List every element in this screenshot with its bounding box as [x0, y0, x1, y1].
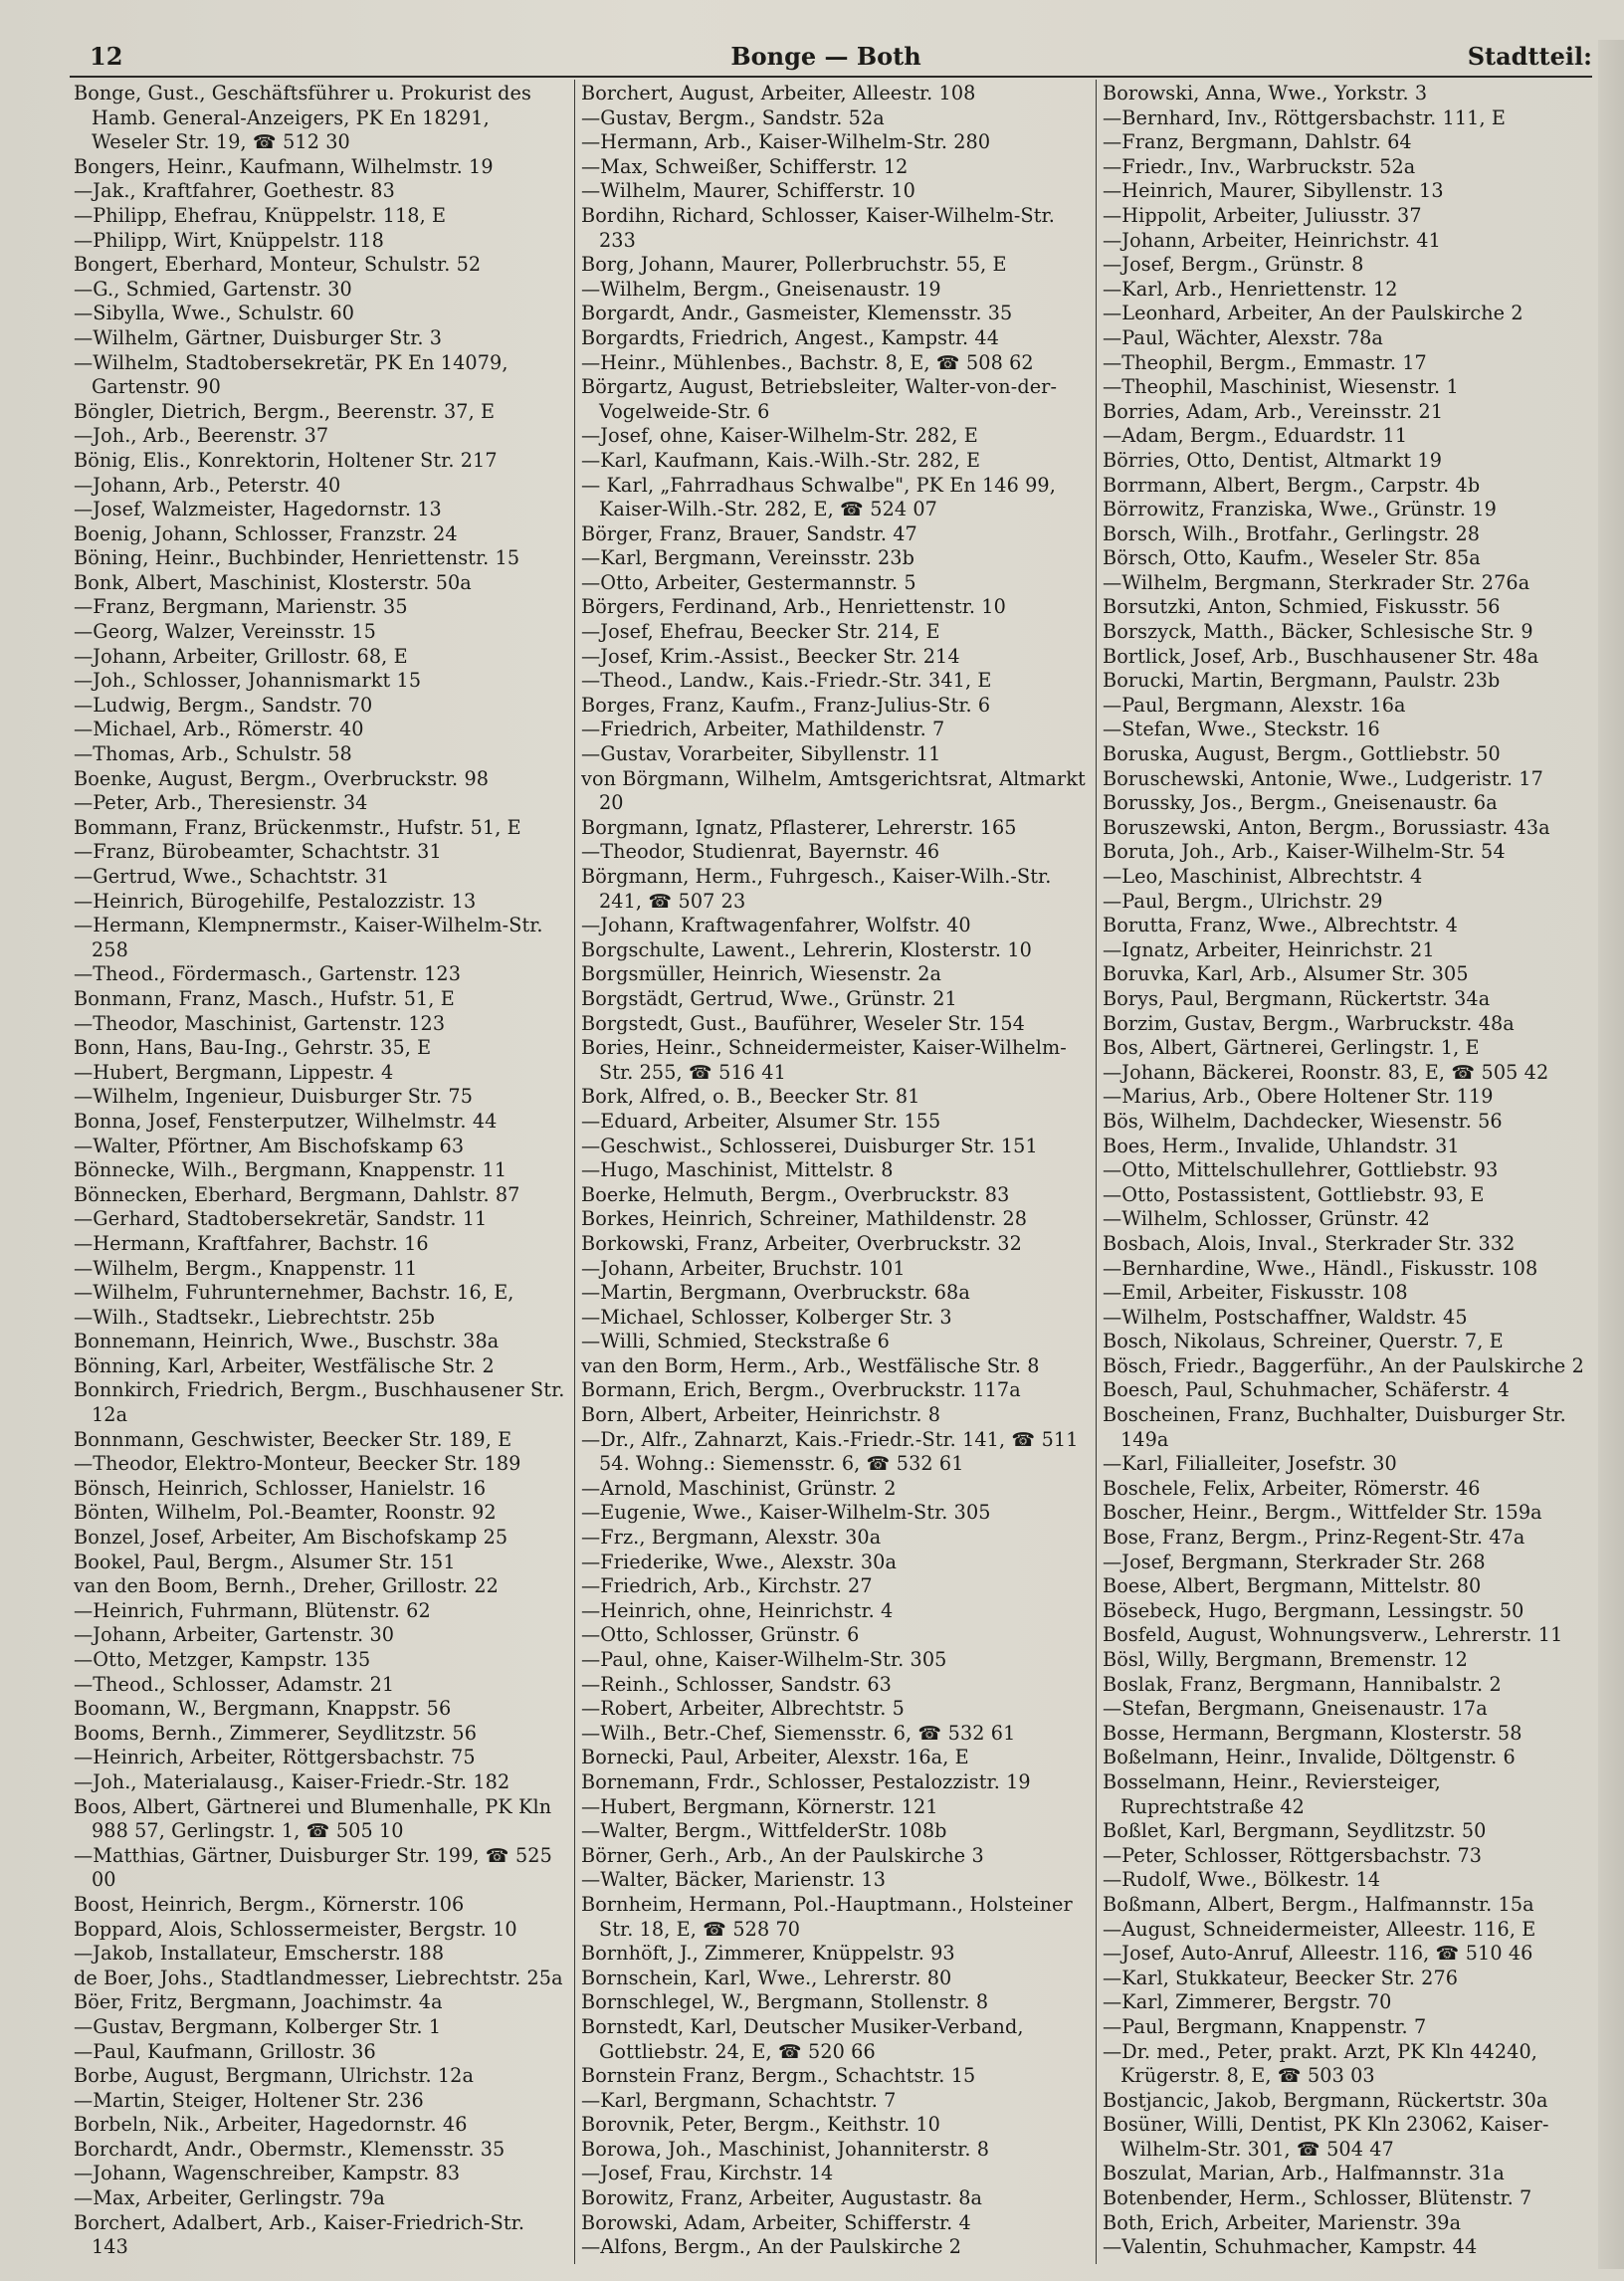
directory-entry: Bosse, Hermann, Bergmann, Klosterstr. 58 [1103, 1721, 1522, 1745]
directory-entry: —Karl, Kaufmann, Kais.-Wilh.-Str. 282, E [581, 448, 981, 472]
directory-entry: —Frz., Bergmann, Alexstr. 30a [581, 1526, 882, 1550]
directory-entry: —Jakob, Installateur, Emscherstr. 188 [74, 1942, 445, 1966]
directory-entry: Boese, Albert, Bergmann, Mittelstr. 80 [1103, 1574, 1482, 1598]
directory-entry: Both, Erich, Arbeiter, Marienstr. 39a [1103, 2210, 1462, 2234]
directory-entry: —Gertrud, Wwe., Schachtstr. 31 [74, 865, 390, 888]
directory-entry: —Theodor, Maschinist, Gartenstr. 123 [74, 1011, 446, 1035]
directory-entry: Borbe, August, Bergmann, Ulrichstr. 12a [74, 2064, 475, 2088]
directory-entry: Bornhöft, J., Zimmerer, Knüppelstr. 93 [581, 1942, 955, 1966]
directory-entry: —Karl, Filialleiter, Josefstr. 30 [1103, 1452, 1397, 1476]
directory-entry: Boppard, Alois, Schlossermeister, Bergstr. 10 [74, 1917, 517, 1941]
directory-entry: —Franz, Bergmann, Dahlstr. 64 [1103, 130, 1412, 154]
directory-entry: Bonzel, Josef, Arbeiter, Am Bischofskamp 25 [74, 1526, 508, 1550]
directory-entry: — Karl, „Fahrradhaus Schwalbe", PK En 146 99, Kaiser-Wilh.-Str. 282, E, ☎ 524 07 [581, 473, 1056, 521]
directory-entry: Borries, Adam, Arb., Vereinsstr. 21 [1103, 399, 1444, 423]
directory-entry: Borges, Franz, Kaufm., Franz-Julius-Str. 6 [581, 693, 991, 717]
directory-entry: Bonmann, Franz, Masch., Hufstr. 51, E [74, 986, 455, 1010]
directory-entry: —Theod., Schlosser, Adamstr. 21 [74, 1672, 395, 1696]
directory-entry: Boszulat, Marian, Arb., Halfmannstr. 31a [1103, 2162, 1505, 2185]
directory-entry: —Josef, Ehefrau, Beecker Str. 214, E [581, 620, 940, 644]
directory-entry: Borgschulte, Lawent., Lehrerin, Klosterstr. 10 [581, 937, 1032, 961]
directory-entry: —Johann, Arbeiter, Gartenstr. 30 [74, 1623, 395, 1647]
directory-entry: Borzim, Gustav, Bergm., Warbruckstr. 48a [1103, 1011, 1515, 1035]
directory-entry: —Paul, Wächter, Alexstr. 78a [1103, 325, 1383, 349]
directory-entry: Bostjancic, Jakob, Bergmann, Rückertstr. 30a [1103, 2088, 1548, 2112]
directory-entry: —Josef, ohne, Kaiser-Wilhelm-Str. 282, E [581, 424, 978, 448]
directory-entry: —Gustav, Vorarbeiter, Sibyllenstr. 11 [581, 742, 941, 766]
directory-entry: —Theophil, Maschinist, Wiesenstr. 1 [1103, 375, 1459, 399]
directory-entry: —Martin, Steiger, Holtener Str. 236 [74, 2088, 424, 2112]
directory-entry: Bornstedt, Karl, Deutscher Musiker-Verband, Gottliebstr. 24, E, ☎ 520 66 [581, 2014, 1024, 2063]
directory-entry: —Wilhelm, Schlosser, Grünstr. 42 [1103, 1207, 1430, 1231]
directory-entry: Bösebeck, Hugo, Bergmann, Lessingstr. 50 [1103, 1598, 1524, 1622]
directory-entry: —Karl, Stukkateur, Beecker Str. 276 [1103, 1966, 1459, 1989]
directory-entry: Boscheinen, Franz, Buchhalter, Duisburger Str. 149a [1103, 1403, 1566, 1451]
directory-entry: Böngler, Dietrich, Bergm., Beerenstr. 37, E [74, 399, 496, 423]
directory-entry: Bories, Heinr., Schneidermeister, Kaiser-Wilhelm-Str. 255, ☎ 516 41 [581, 1036, 1067, 1084]
directory-entry: Börgmann, Herm., Fuhrgesch., Kaiser-Wilh.-Str. 241, ☎ 507 23 [581, 865, 1052, 913]
directory-entry: —Marius, Arb., Obere Holtener Str. 119 [1103, 1085, 1494, 1109]
directory-entry: —Heinrich, Maurer, Sibyllenstr. 13 [1103, 179, 1444, 203]
directory-entry: —Josef, Walzmeister, Hagedornstr. 13 [74, 498, 442, 521]
directory-entry: Börger, Franz, Brauer, Sandstr. 47 [581, 521, 917, 545]
directory-entry: Borgstädt, Gertrud, Wwe., Grünstr. 21 [581, 986, 957, 1010]
directory-entry: Borsutzki, Anton, Schmied, Fiskusstr. 56 [1103, 595, 1501, 619]
directory-entry: —Karl, Bergmann, Vereinsstr. 23b [581, 546, 914, 570]
directory-entry: Boost, Heinrich, Bergm., Körnerstr. 106 [74, 1892, 465, 1916]
directory-entry: —Bernhard, Inv., Röttgersbachstr. 111, E [1103, 105, 1506, 129]
directory-entry: —Willi, Schmied, Steckstraße 6 [581, 1330, 890, 1353]
directory-entry: Bönnecken, Eberhard, Bergmann, Dahlstr. 87 [74, 1182, 520, 1206]
directory-entry: —Jak., Kraftfahrer, Goethestr. 83 [74, 179, 395, 203]
directory-entry: —August, Schneidermeister, Alleestr. 116, E [1103, 1917, 1536, 1941]
directory-entry: —Wilh., Stadtsekr., Liebrechtstr. 25b [74, 1305, 436, 1329]
directory-entry: —Walter, Bäcker, Marienstr. 13 [581, 1868, 887, 1892]
directory-entry: Boos, Albert, Gärtnerei und Blumenhalle, PK Kln 988 57, Gerlingstr. 1, ☎ 505 10 [74, 1794, 552, 1843]
directory-entry: Bonge, Gust., Geschäftsführer u. Prokurist des Hamb. General-Anzeigers, PK En 18291, Weseler Str. 19, ☎ 512 30 [74, 82, 531, 154]
directory-entry: Borowitz, Franz, Arbeiter, Augustastr. 8a [581, 2186, 983, 2210]
directory-entry: —Friedrich, Arb., Kirchstr. 27 [581, 1574, 873, 1598]
directory-entry: Bösch, Friedr., Baggerführ., An der Paulskirche 2 [1103, 1353, 1584, 1377]
directory-entry: —Theophil, Bergm., Emmastr. 17 [1103, 350, 1427, 374]
directory-entry: —Leonhard, Arbeiter, An der Paulskirche 2 [1103, 302, 1523, 325]
directory-entry: Borkowski, Franz, Arbeiter, Overbruckstr. 32 [581, 1231, 1022, 1255]
directory-entry: van den Boom, Bernh., Dreher, Grillostr. 22 [74, 1574, 499, 1598]
directory-entry: —Hubert, Bergmann, Körnerstr. 121 [581, 1794, 938, 1818]
directory-entry: —Michael, Schlosser, Kolberger Str. 3 [581, 1305, 952, 1329]
directory-entry: de Boer, Johs., Stadtlandmesser, Liebrechtstr. 25a [74, 1966, 563, 1989]
directory-entry: —Wilhelm, Bergm., Knappenstr. 11 [74, 1256, 418, 1280]
directory-entry: Bönnecke, Wilh., Bergmann, Knappenstr. 11 [74, 1158, 508, 1182]
directory-entry: —Theod., Fördermasch., Gartenstr. 123 [74, 962, 462, 986]
directory-entry: Bosüner, Willi, Dentist, PK Kln 23062, Kaiser-Wilhelm-Str. 301, ☎ 504 47 [1103, 2113, 1549, 2161]
directory-entry: Boenig, Johann, Schlosser, Franzstr. 24 [74, 521, 458, 545]
directory-entry: Borussky, Jos., Bergm., Gneisenaustr. 6a [1103, 791, 1498, 815]
directory-entry: Borchardt, Andr., Obermstr., Klemensstr. 35 [74, 2137, 506, 2161]
directory-entry: —Johann, Arb., Peterstr. 40 [74, 473, 341, 497]
directory-entry: Bommann, Franz, Brückenmstr., Hufstr. 51, E [74, 815, 521, 839]
directory-entry: —Emil, Arbeiter, Fiskusstr. 108 [1103, 1281, 1408, 1305]
directory-entry: Booms, Bernh., Zimmerer, Seydlitzstr. 56 [74, 1721, 478, 1745]
directory-entry: —Walter, Bergm., WittfelderStr. 108b [581, 1819, 947, 1843]
directory-entry: —Friedr., Inv., Warbruckstr. 52a [1103, 154, 1416, 178]
directory-entry: Bosbach, Alois, Inval., Sterkrader Str. 332 [1103, 1231, 1516, 1255]
directory-entry: —Hermann, Klempnermstr., Kaiser-Wilhelm-Str. 258 [74, 914, 543, 961]
directory-entry: —Otto, Schlosser, Grünstr. 6 [581, 1623, 860, 1647]
directory-entry: Bösl, Willy, Bergmann, Bremenstr. 12 [1103, 1648, 1468, 1671]
directory-entry: Bönten, Wilhelm, Pol.-Beamter, Roonstr. 92 [74, 1501, 497, 1525]
directory-entry: Bose, Franz, Bergm., Prinz-Regent-Str. 47a [1103, 1526, 1525, 1550]
directory-entry: Borgmann, Ignatz, Pflasterer, Lehrerstr. 165 [581, 815, 1017, 839]
directory-entry: —Hermann, Arb., Kaiser-Wilhelm-Str. 280 [581, 130, 991, 154]
directory-entry: Borrmann, Albert, Bergm., Carpstr. 4b [1103, 473, 1481, 497]
directory-entry: —Wilhelm, Bergm., Gneisenaustr. 19 [581, 277, 941, 301]
directory-entry: —Gerhard, Stadtobersekretär, Sandstr. 11 [74, 1207, 488, 1231]
column-2 [581, 82, 1091, 2261]
directory-entry: —Johann, Arbeiter, Grillostr. 68, E [74, 644, 408, 668]
directory-entry: Bork, Alfred, o. B., Beecker Str. 81 [581, 1085, 920, 1109]
directory-entry: —Friederike, Wwe., Alexstr. 30a [581, 1550, 898, 1573]
directory-entry: Borkes, Heinrich, Schreiner, Mathildenstr. 28 [581, 1207, 1028, 1231]
directory-entry: Bookel, Paul, Bergm., Alsumer Str. 151 [74, 1550, 456, 1573]
column-3 [1103, 82, 1596, 2261]
directory-entry: Bosfeld, August, Wohnungsverw., Lehrerstr. 11 [1103, 1623, 1563, 1647]
directory-entry: —Adam, Bergm., Eduardstr. 11 [1103, 424, 1408, 448]
directory-entry: Bos, Albert, Gärtnerei, Gerlingstr. 1, E [1103, 1036, 1480, 1060]
directory-entry: Borchert, Adalbert, Arb., Kaiser-Friedrich-Str. 143 [74, 2210, 525, 2259]
directory-entry: Borys, Paul, Bergmann, Rückertstr. 34a [1103, 986, 1491, 1010]
directory-entry: —Philipp, Wirt, Knüppelstr. 118 [74, 228, 384, 252]
directory-entry: —Wilhelm, Gärtner, Duisburger Str. 3 [74, 325, 443, 349]
directory-entry: Boomann, W., Bergmann, Knappstr. 56 [74, 1697, 452, 1721]
directory-entry: —Geschwist., Schlosserei, Duisburger Str. 151 [581, 1134, 1038, 1157]
directory-entry: —Michael, Arb., Römerstr. 40 [74, 718, 364, 741]
directory-entry: Bosch, Nikolaus, Schreiner, Querstr. 7, E [1103, 1330, 1504, 1353]
directory-entry: —Theodor, Studienrat, Bayernstr. 46 [581, 840, 940, 864]
directory-entry: —Josef, Auto-Anruf, Alleestr. 116, ☎ 510 46 [1103, 1942, 1533, 1966]
directory-entry: Böning, Heinr., Buchbinder, Henriettenstr. 15 [74, 546, 520, 570]
directory-entry: Borg, Johann, Maurer, Pollerbruchstr. 55, E [581, 253, 1007, 277]
directory-entry: —Max, Arbeiter, Gerlingstr. 79a [74, 2186, 385, 2210]
directory-entry: —Johann, Wagenschreiber, Kampstr. 83 [74, 2162, 461, 2185]
column-divider-2 [1096, 80, 1097, 2264]
directory-entry: —Ludwig, Bergm., Sandstr. 70 [74, 693, 373, 717]
directory-entry: —Robert, Arbeiter, Albrechtstr. 5 [581, 1697, 905, 1721]
directory-entry: —Otto, Metzger, Kampstr. 135 [74, 1648, 371, 1671]
directory-entry: —Rudolf, Wwe., Bölkestr. 14 [1103, 1868, 1381, 1892]
directory-entry: —Josef, Bergmann, Sterkrader Str. 268 [1103, 1550, 1486, 1573]
directory-entry: —Paul, Bergmann, Alexstr. 16a [1103, 693, 1406, 717]
directory-entry: Börgers, Ferdinand, Arb., Henriettenstr. 10 [581, 595, 1006, 619]
directory-entry: Borovnik, Peter, Bergm., Keithstr. 10 [581, 2113, 940, 2137]
directory-entry: Boerke, Helmuth, Bergm., Overbruckstr. 83 [581, 1182, 1010, 1206]
directory-entry: —Ignatz, Arbeiter, Heinrichstr. 21 [1103, 937, 1435, 961]
directory-entry: von Börgmann, Wilhelm, Amtsgerichtsrat, Altmarkt 20 [581, 766, 1086, 815]
directory-entry: —Arnold, Maschinist, Grünstr. 2 [581, 1476, 897, 1500]
directory-entry: Bornecki, Paul, Arbeiter, Alexstr. 16a, E [581, 1746, 969, 1769]
directory-entry: —Philipp, Ehefrau, Knüppelstr. 118, E [74, 203, 447, 227]
page-title: Bonge — Both [730, 42, 921, 71]
directory-entry: Boscher, Heinr., Bergm., Wittfelder Str. 159a [1103, 1501, 1542, 1525]
directory-entry: Borbeln, Nik., Arbeiter, Hagedornstr. 46 [74, 2113, 468, 2137]
directory-entry: —Stefan, Wwe., Steckstr. 16 [1103, 718, 1380, 741]
directory-entry: —Karl, Arb., Henriettenstr. 12 [1103, 277, 1398, 301]
directory-entry: Bormann, Erich, Bergm., Overbruckstr. 117a [581, 1378, 1021, 1402]
directory-entry: —Otto, Arbeiter, Gestermannstr. 5 [581, 570, 916, 594]
directory-entry: Bosselmann, Heinr., Reviersteiger, Ruprechtstraße 42 [1103, 1769, 1441, 1818]
directory-entry: —Karl, Zimmerer, Bergstr. 70 [1103, 1990, 1392, 2014]
directory-entry: Bornstein Franz, Bergm., Schachtstr. 15 [581, 2064, 976, 2088]
directory-entry: Böer, Fritz, Bergmann, Joachimstr. 4a [74, 1990, 443, 2014]
directory-entry: —Joh., Materialausg., Kaiser-Friedr.-Str. 182 [74, 1769, 510, 1793]
directory-entry: —Franz, Bergmann, Marienstr. 35 [74, 595, 408, 619]
directory-entry: —Heinrich, Bürogehilfe, Pestalozzistr. 13 [74, 889, 477, 913]
directory-entry: —Gustav, Bergmann, Kolberger Str. 1 [74, 2014, 442, 2038]
directory-entry: Bornschlegel, W., Bergmann, Stollenstr. 8 [581, 1990, 989, 2014]
directory-entry: —Wilhelm, Fuhrunternehmer, Bachstr. 16, E, [74, 1281, 514, 1305]
directory-entry: Borowa, Joh., Maschinist, Johanniterstr. 8 [581, 2137, 990, 2161]
directory-entry: —Wilhelm, Maurer, Schifferstr. 10 [581, 179, 915, 203]
directory-entry: —Josef, Bergm., Grünstr. 8 [1103, 253, 1364, 277]
directory-entry: Borszyck, Matth., Bäcker, Schlesische Str. 9 [1103, 620, 1533, 644]
directory-entry: Bönsch, Heinrich, Schlosser, Hanielstr. 16 [74, 1476, 487, 1500]
directory-entry: —Hubert, Bergmann, Lippestr. 4 [74, 1060, 394, 1084]
directory-entry: —Stefan, Bergmann, Gneisenaustr. 17a [1103, 1697, 1488, 1721]
directory-entry: —Hugo, Maschinist, Mittelstr. 8 [581, 1158, 894, 1182]
directory-entry: Bönning, Karl, Arbeiter, Westfälische Str. 2 [74, 1353, 495, 1377]
directory-entry: —Eduard, Arbeiter, Alsumer Str. 155 [581, 1109, 941, 1133]
directory-entry: —Max, Schweißer, Schifferstr. 12 [581, 154, 909, 178]
directory-entry: Boruschewski, Antonie, Wwe., Ludgeristr. 17 [1103, 766, 1543, 790]
directory-entry: Borsch, Wilh., Brotfahr., Gerlingstr. 28 [1103, 521, 1481, 545]
directory-entry: —Paul, Bergmann, Knappenstr. 7 [1103, 2014, 1427, 2038]
directory-entry: Boesch, Paul, Schuhmacher, Schäferstr. 4 [1103, 1378, 1510, 1402]
column-divider-1 [574, 80, 575, 2264]
directory-entry: Bonnemann, Heinrich, Wwe., Buschstr. 38a [74, 1330, 500, 1353]
directory-entry: Boenke, August, Bergm., Overbruckstr. 98 [74, 766, 490, 790]
directory-entry: Boruta, Joh., Arb., Kaiser-Wilhelm-Str. 54 [1103, 840, 1506, 864]
directory-entry: —Heinrich, Fuhrmann, Blütenstr. 62 [74, 1598, 431, 1622]
directory-entry: —Martin, Bergmann, Overbruckstr. 68a [581, 1281, 970, 1305]
directory-entry: —Gustav, Bergm., Sandstr. 52a [581, 105, 885, 129]
directory-entry: Boruvka, Karl, Arb., Alsumer Str. 305 [1103, 962, 1469, 986]
directory-entry: —Thomas, Arb., Schulstr. 58 [74, 742, 352, 766]
directory-entry: —Peter, Schlosser, Röttgersbachstr. 73 [1103, 1843, 1483, 1867]
column-1 [74, 82, 567, 2261]
directory-entry: Bornheim, Hermann, Pol.-Hauptmann., Holsteiner Str. 18, E, ☎ 528 70 [581, 1892, 1073, 1941]
directory-entry: —Reinh., Schlosser, Sandstr. 63 [581, 1672, 892, 1696]
directory-entry: —Joh., Arb., Beerenstr. 37 [74, 424, 329, 448]
directory-entry: —Heinrich, Arbeiter, Röttgersbachstr. 75 [74, 1746, 476, 1769]
directory-entry: Börner, Gerh., Arb., An der Paulskirche 3 [581, 1843, 984, 1867]
directory-entry: —Sibylla, Wwe., Schulstr. 60 [74, 302, 355, 325]
directory-entry: —Leo, Maschinist, Albrechtstr. 4 [1103, 865, 1423, 888]
directory-entry: —Dr. med., Peter, prakt. Arzt, PK Kln 44240, Krügerstr. 8, E, ☎ 503 03 [1103, 2039, 1537, 2088]
directory-entry: Bönig, Elis., Konrektorin, Holtener Str. 217 [74, 448, 498, 472]
directory-entry: —Bernhardine, Wwe., Händl., Fiskusstr. 108 [1103, 1256, 1538, 1280]
directory-entry: Börsch, Otto, Kaufm., Weseler Str. 85a [1103, 546, 1481, 570]
directory-entry: Boßmann, Albert, Bergm., Halfmannstr. 15a [1103, 1892, 1534, 1916]
directory-entry: Bonn, Hans, Bau-Ing., Gehrstr. 35, E [74, 1036, 432, 1060]
directory-entry: —Alfons, Bergm., An der Paulskirche 2 [581, 2235, 962, 2259]
directory-entry: Boes, Herm., Invalide, Uhlandstr. 31 [1103, 1134, 1460, 1157]
directory-entry: Bonk, Albert, Maschinist, Klosterstr. 50a [74, 570, 472, 594]
directory-entry: Börries, Otto, Dentist, Altmarkt 19 [1103, 448, 1442, 472]
directory-entry: —Eugenie, Wwe., Kaiser-Wilhelm-Str. 305 [581, 1501, 991, 1525]
directory-entry: Bongers, Heinr., Kaufmann, Wilhelmstr. 19 [74, 154, 494, 178]
directory-entry: Boslak, Franz, Bergmann, Hannibalstr. 2 [1103, 1672, 1502, 1696]
directory-entry: —Johann, Kraftwagenfahrer, Wolfstr. 40 [581, 914, 971, 937]
directory-entry: —Johann, Arbeiter, Heinrichstr. 41 [1103, 228, 1441, 252]
directory-entry: —Wilh., Betr.-Chef, Siemensstr. 6, ☎ 532 61 [581, 1721, 1016, 1745]
directory-entry: Borowski, Anna, Wwe., Yorkstr. 3 [1103, 82, 1428, 104]
page-number: 12 [90, 42, 123, 71]
directory-entry: —Hermann, Kraftfahrer, Bachstr. 16 [74, 1231, 429, 1255]
directory-entry: Bongert, Eberhard, Monteur, Schulstr. 52 [74, 253, 482, 277]
directory-entry: —Paul, Kaufmann, Grillostr. 36 [74, 2039, 376, 2063]
directory-entry: Borgardt, Andr., Gasmeister, Klemensstr. 35 [581, 302, 1013, 325]
directory-entry: —Georg, Walzer, Vereinsstr. 15 [74, 620, 376, 644]
header-rule [70, 76, 1592, 78]
directory-entry: —Franz, Bürobeamter, Schachtstr. 31 [74, 840, 442, 864]
directory-entry: —Otto, Postassistent, Gottliebstr. 93, E [1103, 1182, 1485, 1206]
directory-entry: —Karl, Bergmann, Schachtstr. 7 [581, 2088, 897, 2112]
directory-entry: Börgartz, August, Betriebsleiter, Walter-von-der-Vogelweide-Str. 6 [581, 375, 1058, 423]
directory-entry: —Theodor, Elektro-Monteur, Beecker Str. 189 [74, 1452, 521, 1476]
directory-entry: —Dr., Alfr., Zahnarzt, Kais.-Friedr.-Str. 141, ☎ 511 54. Wohng.: Siemensstr. 6, ☎ 532 61 [581, 1427, 1079, 1476]
directory-entry: —Theod., Landw., Kais.-Friedr.-Str. 341, E [581, 669, 992, 693]
directory-entry: —Otto, Mittelschullehrer, Gottliebstr. 93 [1103, 1158, 1499, 1182]
directory-entry: —Johann, Bäckerei, Roonstr. 83, E, ☎ 505 42 [1103, 1060, 1549, 1084]
directory-entry: Bordihn, Richard, Schlosser, Kaiser-Wilhelm-Str. 233 [581, 203, 1055, 252]
district-label: Stadtteil: [1467, 42, 1592, 71]
directory-entry: Borutta, Franz, Wwe., Albrechtstr. 4 [1103, 914, 1458, 937]
directory-entry: —Friedrich, Arbeiter, Mathildenstr. 7 [581, 718, 945, 741]
directory-entry: Bonnmann, Geschwister, Beecker Str. 189, E [74, 1427, 512, 1451]
directory-entry: —Matthias, Gärtner, Duisburger Str. 199, ☎ 525 00 [74, 1843, 552, 1892]
directory-entry: Borgsmüller, Heinrich, Wiesenstr. 2a [581, 962, 942, 986]
directory-entry: Boruska, August, Bergm., Gottliebstr. 50 [1103, 742, 1501, 766]
directory-entry: —Walter, Pförtner, Am Bischofskamp 63 [74, 1134, 465, 1157]
directory-entry: Boschele, Felix, Arbeiter, Römerstr. 46 [1103, 1476, 1481, 1500]
directory-entry: Borchert, August, Arbeiter, Alleestr. 108 [581, 82, 976, 104]
directory-entry: —Paul, Bergm., Ulrichstr. 29 [1103, 889, 1383, 913]
directory-entry: —Joh., Schlosser, Johannismarkt 15 [74, 669, 422, 693]
directory-entry: —Josef, Krim.-Assist., Beecker Str. 214 [581, 644, 960, 668]
directory-entry: Borowski, Adam, Arbeiter, Schifferstr. 4 [581, 2210, 971, 2234]
directory-entry: —Heinr., Mühlenbes., Bachstr. 8, E, ☎ 508 62 [581, 350, 1034, 374]
directory-entry: Borgstedt, Gust., Bauführer, Weseler Str. 154 [581, 1011, 1025, 1035]
directory-entry: —Paul, ohne, Kaiser-Wilhelm-Str. 305 [581, 1648, 947, 1671]
directory-entry: Boßelmann, Heinr., Invalide, Döltgenstr. 6 [1103, 1746, 1516, 1769]
directory-entry: —Hippolit, Arbeiter, Juliusstr. 37 [1103, 203, 1422, 227]
directory-entry: Bonna, Josef, Fensterputzer, Wilhelmstr. 44 [74, 1109, 498, 1133]
directory-entry: Börrowitz, Franziska, Wwe., Grünstr. 19 [1103, 498, 1497, 521]
directory-entry: —Wilhelm, Ingenieur, Duisburger Str. 75 [74, 1085, 474, 1109]
directory-entry: Boßlet, Karl, Bergmann, Seydlitzstr. 50 [1103, 1819, 1487, 1843]
page-header [60, 36, 1592, 76]
directory-entry: Borgardts, Friedrich, Angest., Kampstr. 44 [581, 325, 1000, 349]
directory-entry: —G., Schmied, Gartenstr. 30 [74, 277, 352, 301]
directory-entry: —Wilhelm, Bergmann, Sterkrader Str. 276a [1103, 570, 1530, 594]
directory-entry: van den Borm, Herm., Arb., Westfälische Str. 8 [581, 1353, 1040, 1377]
directory-entry: Bortlick, Josef, Arb., Buschhausener Str. 48a [1103, 644, 1539, 668]
directory-entry: Bonnkirch, Friedrich, Bergm., Buschhausener Str. 12a [74, 1378, 565, 1427]
directory-entry: —Wilhelm, Postschaffner, Waldstr. 45 [1103, 1305, 1468, 1329]
directory-entry: Boruszewski, Anton, Bergm., Borussiastr. 43a [1103, 815, 1550, 839]
directory-entry: —Heinrich, ohne, Heinrichstr. 4 [581, 1598, 894, 1622]
directory-entry: Bös, Wilhelm, Dachdecker, Wiesenstr. 56 [1103, 1109, 1503, 1133]
directory-entry: Bornschein, Karl, Wwe., Lehrerstr. 80 [581, 1966, 952, 1989]
directory-entry: —Johann, Arbeiter, Bruchstr. 101 [581, 1256, 906, 1280]
directory-entry: Bornemann, Frdr., Schlosser, Pestalozzistr. 19 [581, 1769, 1031, 1793]
directory-entry: —Peter, Arb., Theresienstr. 34 [74, 791, 368, 815]
adjacent-page-edge [1598, 40, 1624, 2269]
directory-entry: —Josef, Frau, Kirchstr. 14 [581, 2162, 834, 2185]
directory-entry: —Wilhelm, Stadtobersekretär, PK En 14079, Gartenstr. 90 [74, 350, 508, 399]
directory-entry: Borucki, Martin, Bergmann, Paulstr. 23b [1103, 669, 1501, 693]
directory-entry: Botenbender, Herm., Schlosser, Blütenstr. 7 [1103, 2186, 1532, 2210]
directory-entry: Born, Albert, Arbeiter, Heinrichstr. 8 [581, 1403, 941, 1427]
directory-entry: —Valentin, Schuhmacher, Kampstr. 44 [1103, 2235, 1478, 2259]
